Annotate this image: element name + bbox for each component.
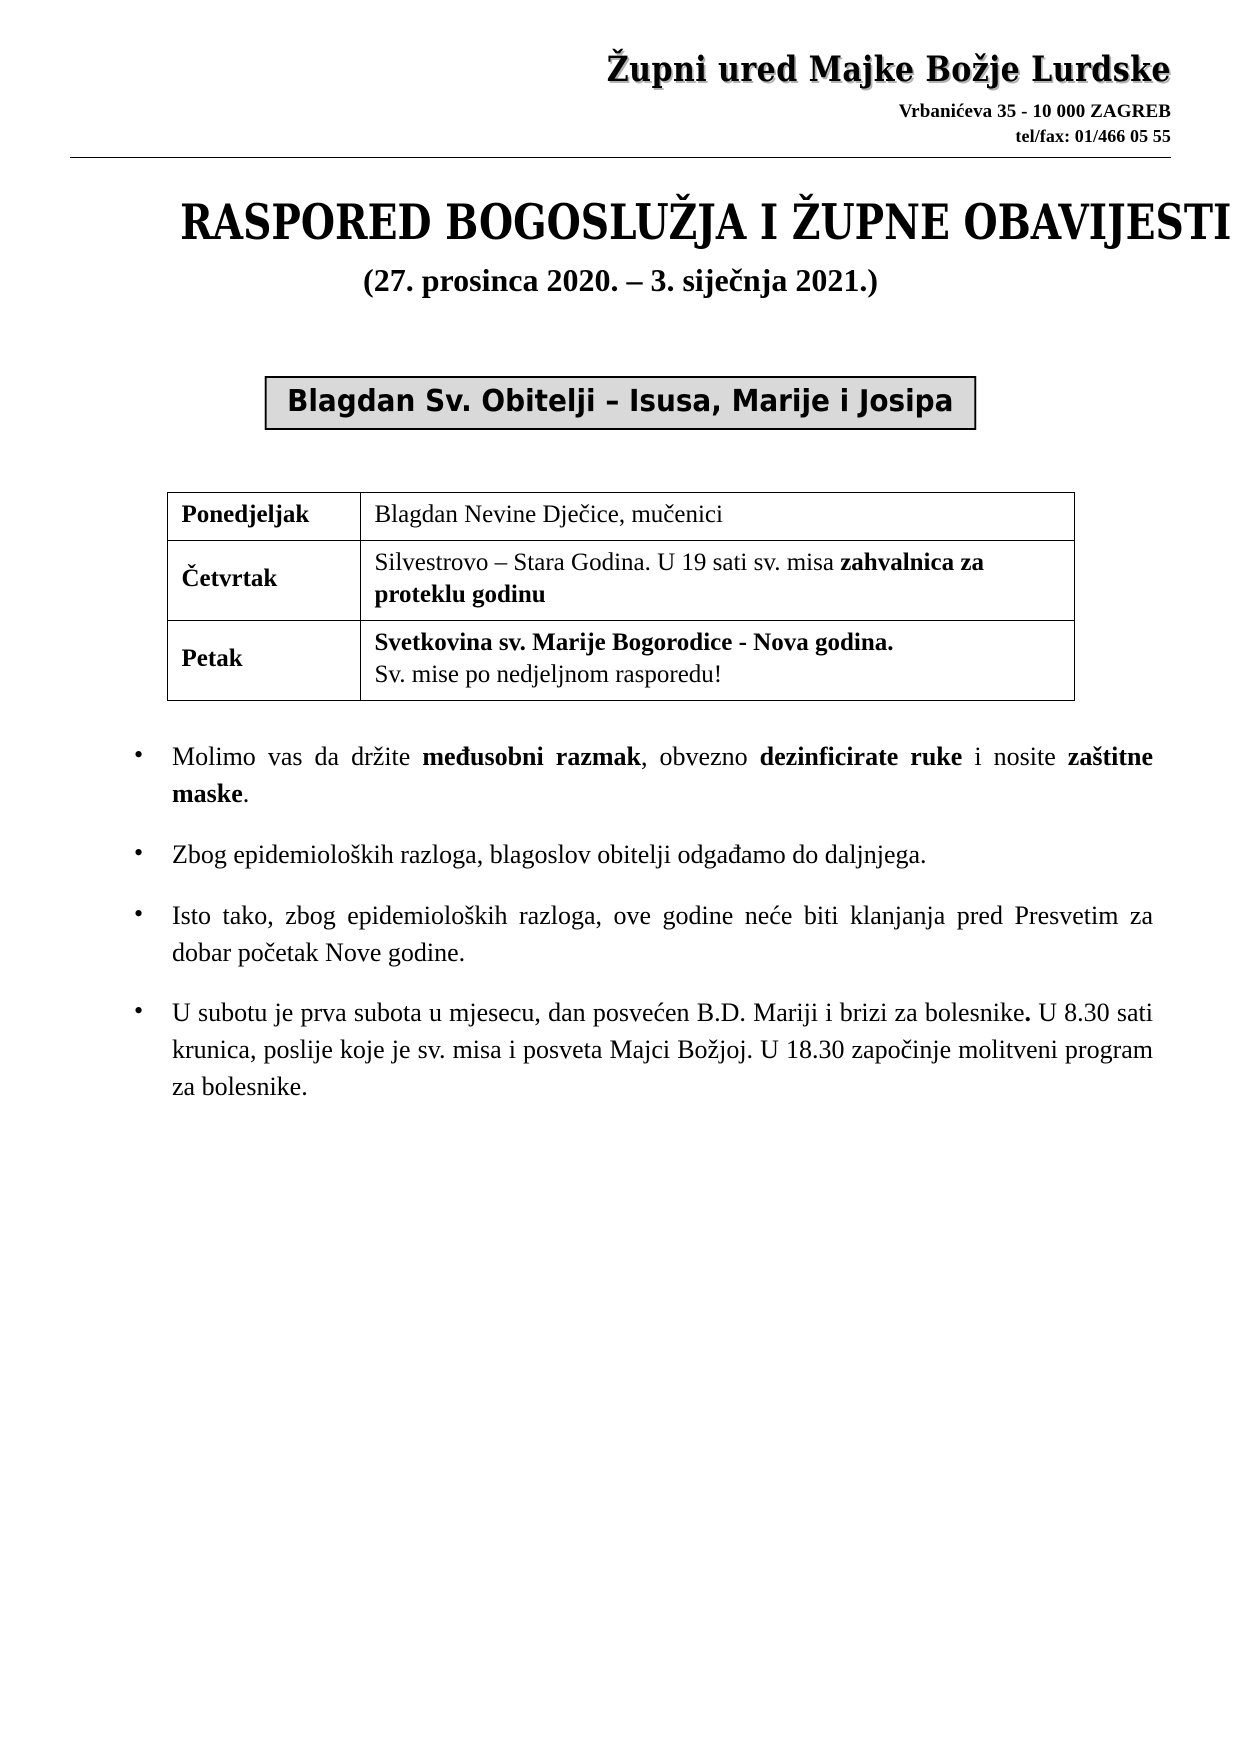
body-text: , obvezno xyxy=(640,741,760,771)
emphasis-text: . xyxy=(1024,998,1031,1028)
schedule-day-label: Petak xyxy=(167,620,360,700)
body-text: . xyxy=(242,778,250,808)
notice-item xyxy=(130,739,1153,813)
feast-banner-container xyxy=(70,376,1171,431)
schedule-description-line xyxy=(375,499,1064,532)
table-row xyxy=(167,493,1074,541)
letterhead-divider xyxy=(70,157,1171,158)
schedule-table-container xyxy=(70,492,1171,701)
schedule-description-line xyxy=(375,627,1064,660)
letterhead xyxy=(70,0,1171,158)
body-text: U subotu je prva subota u mjesecu, dan posvećen B.D. Mariji i brizi za bolesnike xyxy=(172,998,1025,1028)
parish-office-name: Župni ured Majke Božje Lurdske xyxy=(606,49,1171,90)
notices-list xyxy=(70,739,1171,1106)
schedule-day-label: Četvrtak xyxy=(167,540,360,620)
schedule-table xyxy=(167,492,1075,701)
body-text: Blagdan Nevine Dječice, mučenici xyxy=(374,501,723,529)
parish-telephone: tel/fax: 01/466 05 55 xyxy=(1015,126,1171,147)
emphasis-text: zahvalnica za proteklu godinu xyxy=(374,548,984,609)
schedule-description-line xyxy=(375,547,1064,612)
body-text: Isto tako, zbog epidemioloških razloga, ove godine neće biti klanjanja pred Presvetim za dobar početak Nove godine. xyxy=(172,900,1153,967)
schedule-day-label: Ponedjeljak xyxy=(167,493,360,541)
emphasis-text: Svetkovina sv. Marije Bogorodice - Nova godina. xyxy=(374,628,894,656)
feast-banner: Blagdan Sv. Obitelji – Isusa, Marije i Josipa xyxy=(265,376,976,431)
notice-item xyxy=(130,837,1153,874)
page-title: RASPORED BOGOSLUŽJA I ŽUPNE OBAVIJESTI xyxy=(180,192,1232,251)
table-row xyxy=(167,620,1074,700)
body-text: U 8.30 sati krunica, poslije koje je sv. misa i posveta Majci Božjoj. U 18.30 započinje molitveni program za bolesnike. xyxy=(172,998,1153,1102)
emphasis-text: zaštitne maske xyxy=(172,741,1153,808)
notice-item xyxy=(130,898,1153,972)
body-text: Silvestrovo – Stara Godina. U 19 sati sv. misa xyxy=(374,548,841,576)
emphasis-text: dezinficirate ruke xyxy=(759,741,963,771)
body-text: Molimo vas da držite xyxy=(172,741,423,771)
body-text: Sv. mise po nedjeljnom rasporedu! xyxy=(374,661,723,689)
body-text: i nosite xyxy=(962,741,1068,771)
emphasis-text: međusobni razmak xyxy=(422,741,641,771)
schedule-description xyxy=(360,620,1074,700)
schedule-description xyxy=(360,540,1074,620)
body-text: Zbog epidemioloških razloga, blagoslov obitelji odgađamo do daljnjega. xyxy=(172,839,927,869)
parish-address: Vrbanićeva 35 - 10 000 ZAGREB xyxy=(898,100,1171,122)
notice-item xyxy=(130,995,1153,1106)
date-range-subtitle: (27. prosinca 2020. – 3. siječnja 2021.) xyxy=(363,261,878,298)
schedule-description-line xyxy=(375,659,1064,692)
table-row xyxy=(167,540,1074,620)
schedule-description xyxy=(360,493,1074,541)
